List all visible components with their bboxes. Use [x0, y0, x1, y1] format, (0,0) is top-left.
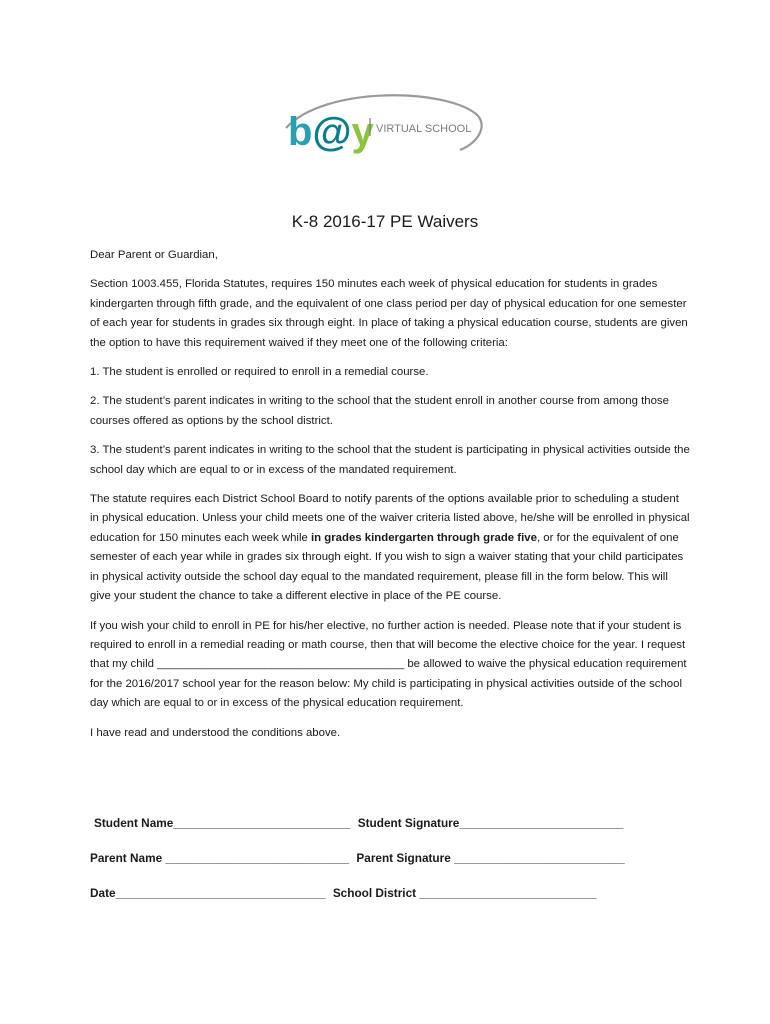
statute-paragraph: Section 1003.455, Florida Statutes, requires 150 minutes each week of physical education for students in grades kindergarten through fifth grade, and the equivalent of one class period per day of physical education for one semester of each year for students in grades six through eight. In place of taking a physical education course, students are given the option to have this requirement waived if they meet one of the following criteria: — [90, 278, 688, 349]
student-signature-field[interactable]: Student Signature_________________________ — [357, 816, 624, 830]
school-district-field[interactable]: School District ___________________________ — [332, 886, 597, 900]
form-row-parent — [90, 851, 690, 886]
student-name-field[interactable]: Student Name___________________________ — [94, 816, 351, 830]
form-row-student — [90, 816, 690, 851]
parent-name-field[interactable]: Parent Name ____________________________ — [90, 851, 350, 865]
date-field[interactable]: Date________________________________ — [90, 886, 326, 900]
bay-virtual-school-logo — [284, 92, 484, 162]
parent-signature-field[interactable]: Parent Signature __________________________ — [356, 851, 625, 865]
waiver-form — [90, 816, 690, 921]
logo-brand-text: b@y — [288, 110, 374, 154]
salutation: Dear Parent or Guardian, — [90, 249, 218, 261]
notification-text: The statute requires each District School Board to notify parents of the options available prior to scheduling a student in physical education. Unless your child meets one of the waiver criteria listed above, he/she will be enrolled in physical education for 150 minutes each week while — [90, 493, 690, 544]
criterion-1: 1. The student is enrolled or required to enroll in a remedial course. — [90, 366, 429, 379]
criterion-3: 3. The student’s parent indicates in writing to the school that the student is participating in physical activities outside the school day which are equal to or in excess of the mandated requirement. — [90, 444, 690, 476]
criterion-2: 2. The student’s parent indicates in writing to the school that the student enroll in another course from among those courses offered as options by the school district. — [90, 395, 669, 427]
notification-paragraph — [90, 490, 690, 606]
logo-tagline: VIRTUAL SCHOOL — [376, 123, 472, 135]
notification-text-continued: , or for the equivalent of one semester of each year while in grades six through eight. If you wish to sign a waiver stating that your child participates in physical activity outside the school day equal to the mandated requirement, please fill in the form below. This will give your student the chance to take a different elective in place of the PE course. — [90, 531, 684, 603]
notification-bold-text: in grades kindergarten through grade five — [310, 531, 537, 544]
page-title: K-8 2016-17 PE Waivers — [291, 212, 479, 231]
request-paragraph: If you wish your child to enroll in PE for his/her elective, no further action is needed. Please note that if your student is required to enroll in a remedial reading or math course, then that will become the elective choice for the year. I request that my child _______________________________________ be allowed to waive the physical education requirement for the 2016/2017 school year for the reason below: My child is participating in physical activities outside of the school day which are equal to or in excess of the physical education requirement. — [90, 619, 687, 710]
form-row-date — [90, 886, 690, 921]
acknowledgement: I have read and understood the conditions above. — [90, 726, 341, 739]
svg-text:b@y — [288, 110, 374, 154]
letter-body — [90, 246, 690, 753]
